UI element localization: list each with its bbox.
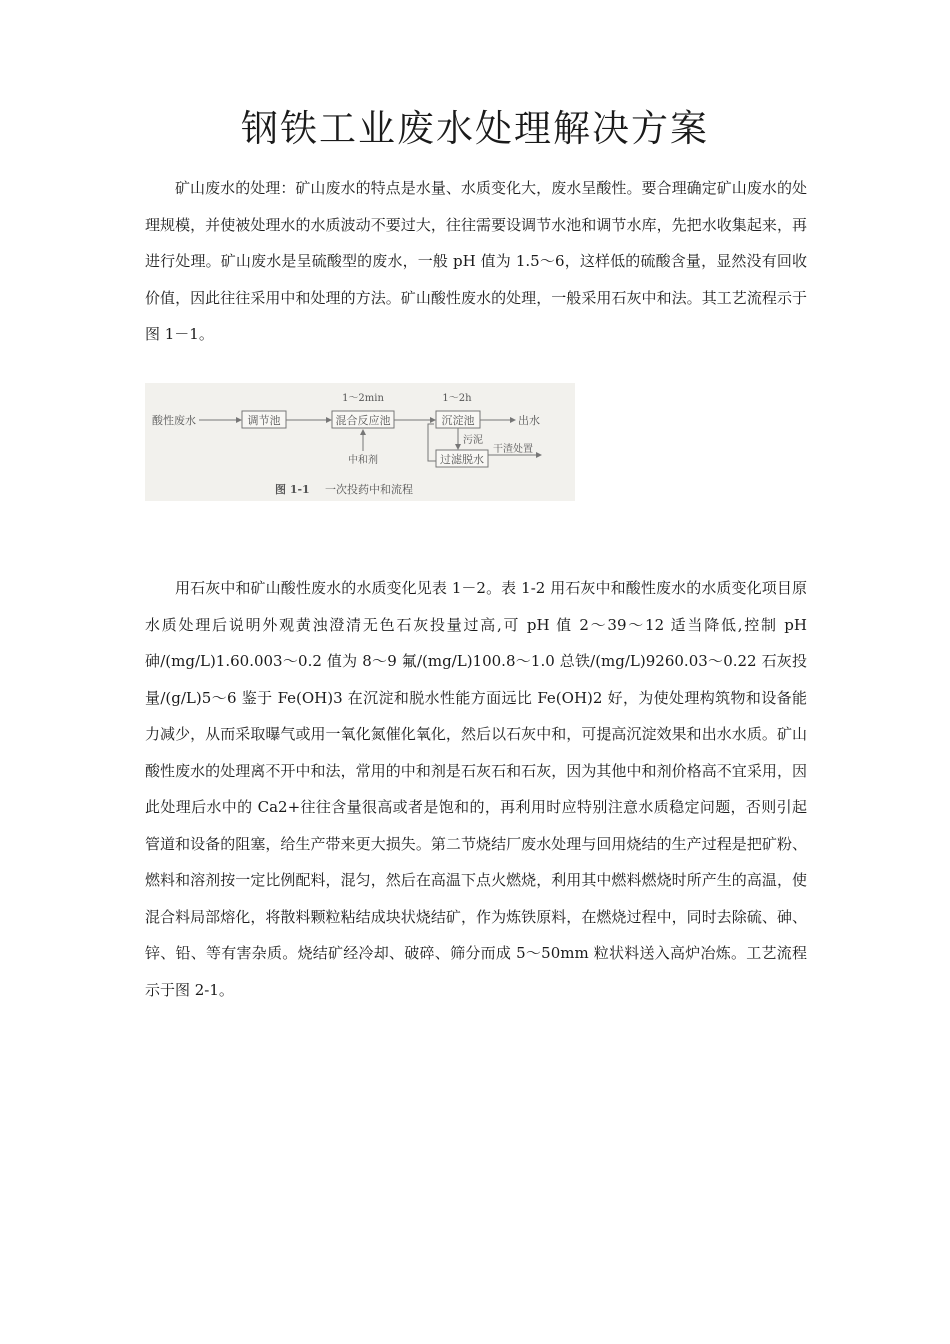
- figure-caption-number: 图 1-1: [275, 483, 310, 496]
- sludge-label: 污泥: [463, 435, 483, 446]
- box-regulating-tank-label: 调节池: [247, 414, 281, 427]
- reagent-label: 中和剂: [348, 455, 378, 466]
- flow-diagram-figure: [145, 383, 575, 501]
- settling-time-label: 1～2h: [442, 393, 472, 404]
- box-filter-dewatering-label: 过滤脱水: [440, 453, 484, 466]
- residue-label: 干渣处置: [493, 444, 533, 455]
- paragraph-mine-wastewater: 矿山废水的处理：矿山废水的特点是水量、水质变化大，废水呈酸性。要合理确定矿山废水的处理规模，并使被处理水的水质波动不要过大，往往需要设调节水池和调节水库，先把水收集起来，再进行处理。矿山废水是呈硫酸型的废水，一般 pH 值为 1.5～6，这样低的硫酸含量，显然没有回收价值，因此往往采用中和处理的方法。矿山酸性废水的处理，一般采用石灰中和法。其工艺流程示于图 1－1。: [145, 179, 807, 343]
- box-mixing-reactor-label: 混合反应池: [335, 414, 391, 427]
- arrow-filter-return: [428, 424, 436, 461]
- paragraph-lime-neutralization: 用石灰中和矿山酸性废水的水质变化见表 1－2。表 1-2 用石灰中和酸性废水的水质变化项目原水质处理后说明外观黄浊澄清无色石灰投量过高,可 pH 值 2～39～12 适当降低,控制 pH 砷/(mg/L)1.60.003～0.2 值为 8～9 氟/(mg/L)100.8～1.0 总铁/(mg/L)9260.03～0.22 石灰投量/(g/L)5～6 鉴于 Fe(OH)3 在沉淀和脱水性能方面远比 Fe(OH)2 好，为使处理构筑物和设备能力减少，从而采取曝气或用一氧化氮催化氧化，然后以石灰中和，可提高沉淀效果和出水水质。矿山酸性废水的处理离不开中和法，常用的中和剂是石灰石和石灰，因为其他中和剂价格高不宜采用，因此处理后水中的 Ca2+往往含量很高或者是饱和的，再利用时应特别注意水质稳定问题，否则引起管道和设备的阻塞，给生产带来更大损失。第二节烧结厂废水处理与回用烧结的生产过程是把矿粉、燃料和溶剂按一定比例配料，混匀，然后在高温下点火燃烧，利用其中燃料燃烧时所产生的高温，使混合料局部熔化，将散料颗粒粘结成块状烧结矿，作为炼铁原料，在燃烧过程中，同时去除硫、砷、锌、铅、等有害杂质。烧结矿经冷却、破碎、筛分而成 5～50mm 粒状料送入高炉冶炼。工艺流程示于图 2-1。: [145, 579, 807, 999]
- box-settling-tank-label: 沉淀池: [441, 414, 475, 427]
- document-title: 钢铁工业废水处理解决方案: [241, 107, 709, 150]
- figure-caption-text: 一次投药中和流程: [325, 483, 413, 496]
- flow-input-label: 酸性废水: [152, 414, 196, 427]
- flow-output-label: 出水: [518, 414, 540, 427]
- mixing-time-label: 1～2min: [342, 393, 384, 404]
- flow-diagram: [145, 383, 575, 501]
